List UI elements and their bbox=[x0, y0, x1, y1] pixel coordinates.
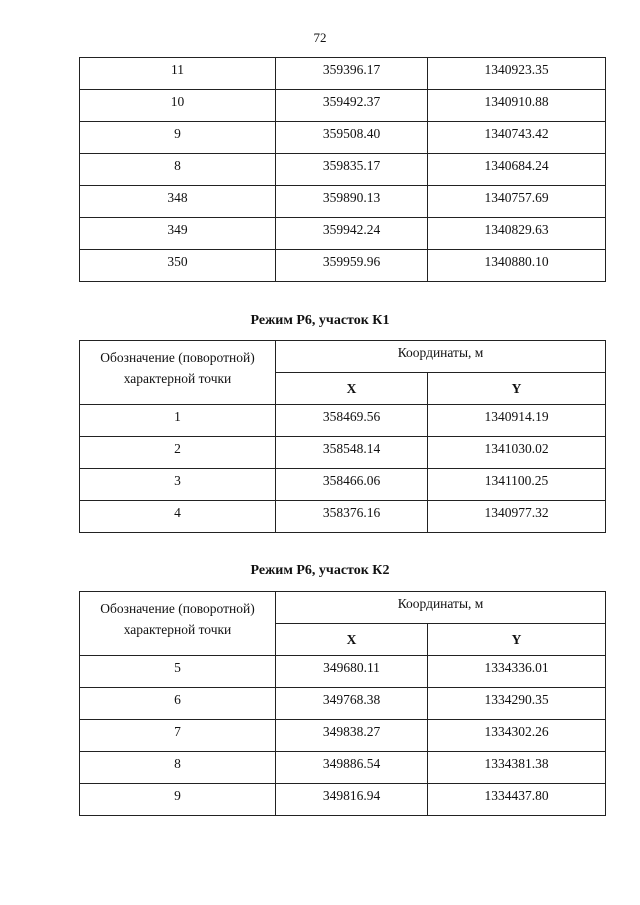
section-title-k2: Режим Р6, участок К2 bbox=[250, 563, 390, 578]
table-row bbox=[80, 501, 606, 533]
table-row bbox=[80, 90, 606, 122]
table-row bbox=[80, 720, 606, 752]
table-row bbox=[80, 186, 606, 218]
table-row bbox=[80, 656, 606, 688]
y-column-header: Y bbox=[428, 624, 606, 656]
coordinates-table-k1 bbox=[79, 340, 606, 533]
y-cell: 1340743.42 bbox=[428, 122, 606, 154]
point-cell: 5 bbox=[80, 656, 276, 688]
point-cell: 1 bbox=[80, 405, 276, 437]
x-column-header: X bbox=[276, 624, 428, 656]
coordinates-header: Координаты, м bbox=[276, 592, 606, 624]
point-cell: 3 bbox=[80, 469, 276, 501]
table-row bbox=[80, 122, 606, 154]
table-row bbox=[80, 469, 606, 501]
coordinates-header: Координаты, м bbox=[276, 341, 606, 373]
y-cell: 1341030.02 bbox=[428, 437, 606, 469]
y-cell: 1334336.01 bbox=[428, 656, 606, 688]
point-cell: 8 bbox=[80, 154, 276, 186]
y-column-header: Y bbox=[428, 373, 606, 405]
y-cell: 1340880.10 bbox=[428, 250, 606, 282]
table-row bbox=[80, 218, 606, 250]
table-row bbox=[80, 405, 606, 437]
x-cell: 359508.40 bbox=[276, 122, 428, 154]
x-cell: 349816.94 bbox=[276, 784, 428, 816]
point-cell: 8 bbox=[80, 752, 276, 784]
x-cell: 359835.17 bbox=[276, 154, 428, 186]
point-cell: 350 bbox=[80, 250, 276, 282]
y-cell: 1334290.35 bbox=[428, 688, 606, 720]
table-row bbox=[80, 784, 606, 816]
y-cell: 1341100.25 bbox=[428, 469, 606, 501]
point-cell: 11 bbox=[80, 58, 276, 90]
x-cell: 358466.06 bbox=[276, 469, 428, 501]
point-cell: 348 bbox=[80, 186, 276, 218]
coordinates-table-k2 bbox=[79, 591, 606, 816]
y-cell: 1334302.26 bbox=[428, 720, 606, 752]
point-cell: 7 bbox=[80, 720, 276, 752]
table-header-row bbox=[80, 592, 606, 624]
x-cell: 358376.16 bbox=[276, 501, 428, 533]
x-cell: 349768.38 bbox=[276, 688, 428, 720]
table-row bbox=[80, 437, 606, 469]
x-cell: 359492.37 bbox=[276, 90, 428, 122]
y-cell: 1340910.88 bbox=[428, 90, 606, 122]
y-cell: 1340757.69 bbox=[428, 186, 606, 218]
x-cell: 349886.54 bbox=[276, 752, 428, 784]
point-cell: 4 bbox=[80, 501, 276, 533]
point-cell: 349 bbox=[80, 218, 276, 250]
table-row bbox=[80, 250, 606, 282]
point-cell: 2 bbox=[80, 437, 276, 469]
x-cell: 349838.27 bbox=[276, 720, 428, 752]
y-cell: 1340829.63 bbox=[428, 218, 606, 250]
x-cell: 359890.13 bbox=[276, 186, 428, 218]
table-row bbox=[80, 688, 606, 720]
continuation-coordinates-table bbox=[79, 57, 606, 282]
x-cell: 359959.96 bbox=[276, 250, 428, 282]
y-cell: 1340977.32 bbox=[428, 501, 606, 533]
x-column-header: X bbox=[276, 373, 428, 405]
point-cell: 9 bbox=[80, 122, 276, 154]
y-cell: 1340914.19 bbox=[428, 405, 606, 437]
point-column-header: Обозначение (поворотной) характерной точки bbox=[80, 592, 276, 656]
x-cell: 349680.11 bbox=[276, 656, 428, 688]
x-cell: 359942.24 bbox=[276, 218, 428, 250]
table-row bbox=[80, 752, 606, 784]
table-row bbox=[80, 154, 606, 186]
x-cell: 358469.56 bbox=[276, 405, 428, 437]
y-cell: 1334381.38 bbox=[428, 752, 606, 784]
x-cell: 358548.14 bbox=[276, 437, 428, 469]
y-cell: 1340923.35 bbox=[428, 58, 606, 90]
x-cell: 359396.17 bbox=[276, 58, 428, 90]
table-row bbox=[80, 58, 606, 90]
y-cell: 1340684.24 bbox=[428, 154, 606, 186]
point-column-header: Обозначение (поворотной) характерной точки bbox=[80, 341, 276, 405]
section-title-k1: Режим Р6, участок К1 bbox=[250, 313, 390, 328]
point-cell: 9 bbox=[80, 784, 276, 816]
table-header-row bbox=[80, 341, 606, 373]
page-number: 72 bbox=[313, 30, 327, 45]
y-cell: 1334437.80 bbox=[428, 784, 606, 816]
point-cell: 10 bbox=[80, 90, 276, 122]
point-cell: 6 bbox=[80, 688, 276, 720]
